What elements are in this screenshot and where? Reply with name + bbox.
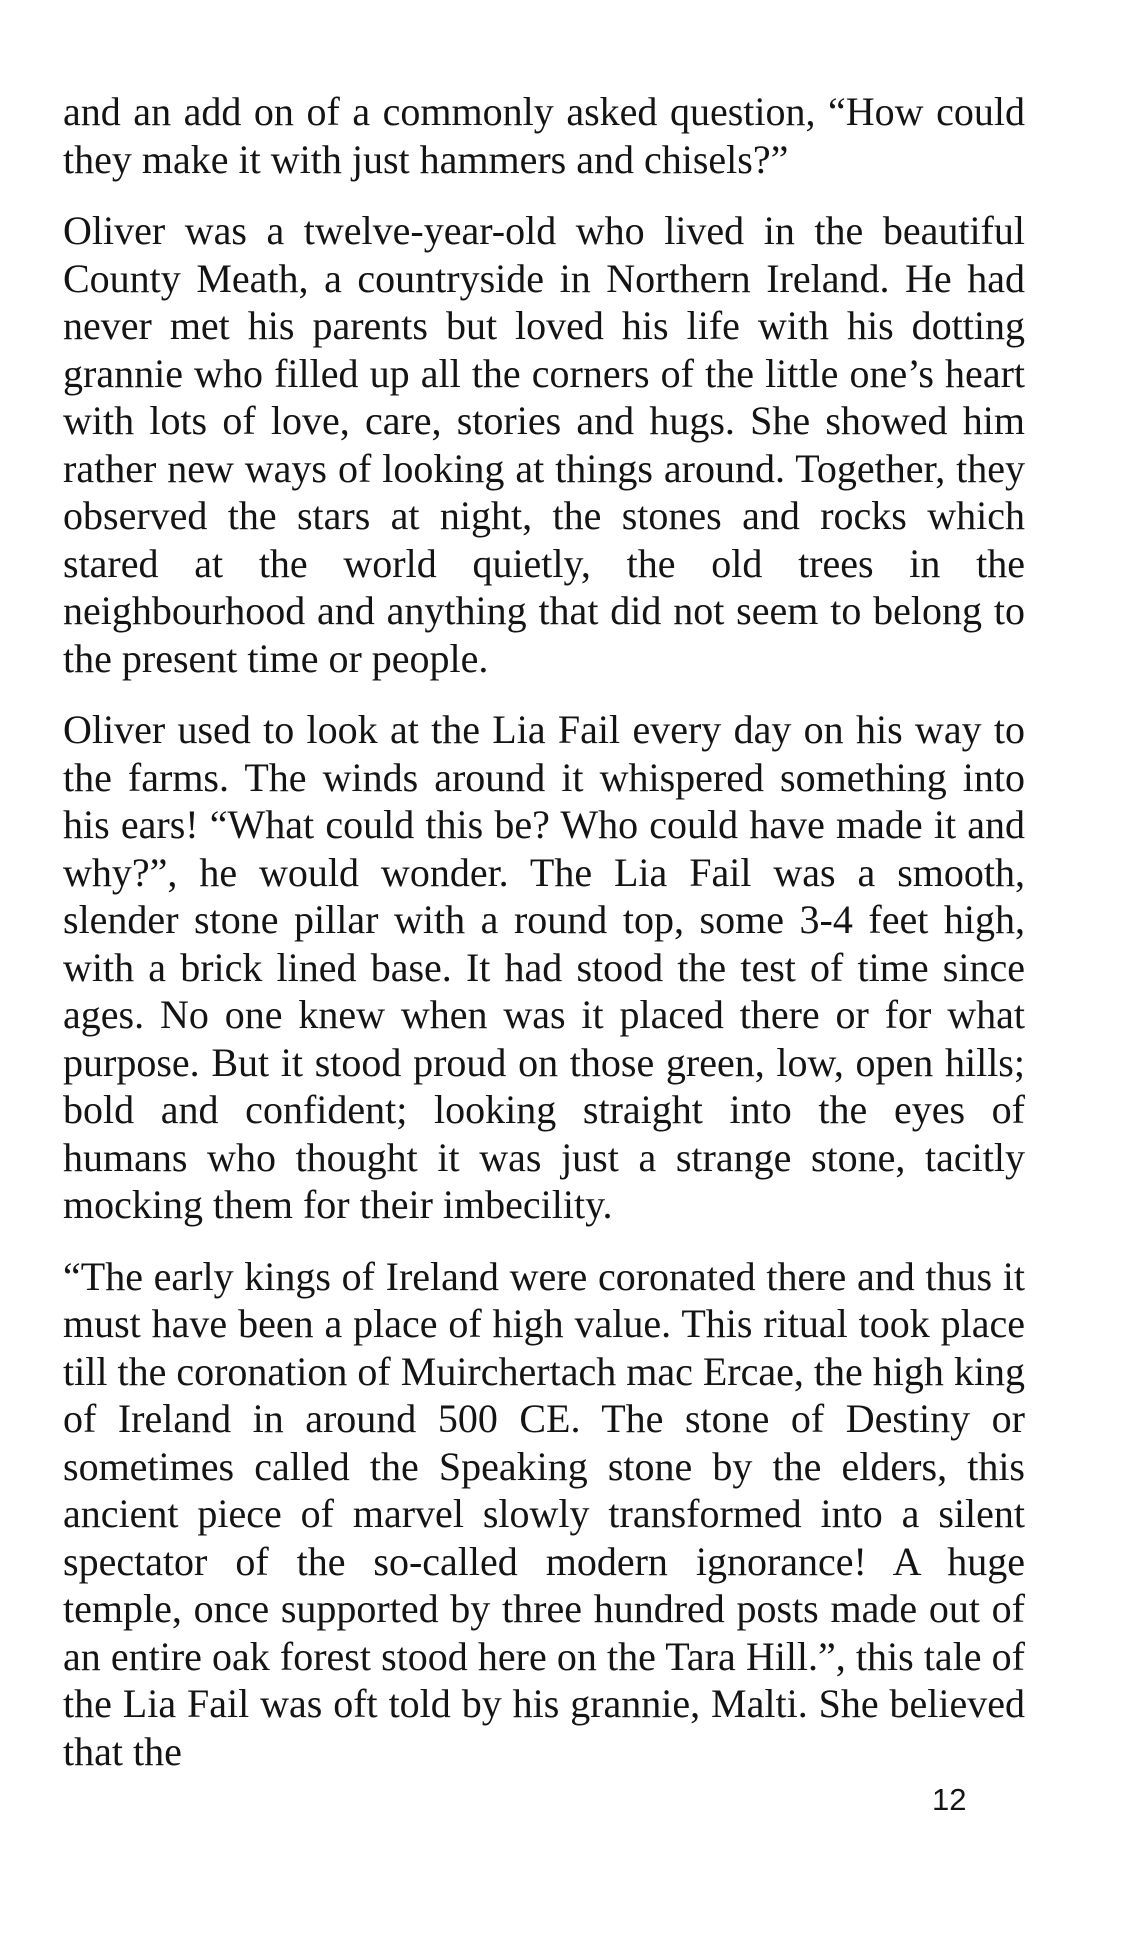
paragraph-3: Oliver used to look at the Lia Fail every day on his way to the farms. The winds around it whispered something into his ears! “What could this be? Who could have made it and why?”, he would wonder. The Lia Fail was a smooth, slender stone pillar with a round top, some 3-4 feet high, with a brick lined base. It had stood the test of time since ages. No one knew when was it placed there or for what purpose. But it stood proud on those green, low, open hills; bold and confident; looking straight into the eyes of humans who thought it was just a strange stone, tacitly mocking them for their imbecility. [63, 707, 1025, 1227]
paragraph-2: Oliver was a twelve-year-old who lived in the beautiful County Meath, a countryside in Northern Ireland. He had never met his parents but loved his life with his dotting grannie who filled up all the corners of the little one’s heart with lots of love, care, stories and hugs. She showed him rather new ways of looking at things around. Together, they observed the stars at night, the stones and rocks which stared at the world quietly, the old trees in the neighbourhood and anything that did not seem to belong to the present time or people. [63, 208, 1025, 681]
page-number: 12 [932, 1782, 967, 1817]
page-body-text [63, 88, 1025, 1799]
paragraph-1: and an add on of a commonly asked question, “How could they make it with just hammers and chisels?” [63, 89, 1025, 182]
paragraph-4: “The early kings of Ireland were coronated there and thus it must have been a place of high value. This ritual took place till the coronation of Muirchertach mac Ercae, the high king of Ireland in around 500 CE. The stone of Destiny or sometimes called the Speaking stone by the elders, this ancient piece of marvel slowly transformed into a silent spectator of the so-called modern ignorance! A huge temple, once supported by three hundred posts made out of an entire oak forest stood here on the Tara Hill.”, this tale of the Lia Fail was oft told by his grannie, Malti. She believed that the [63, 1253, 1025, 1774]
